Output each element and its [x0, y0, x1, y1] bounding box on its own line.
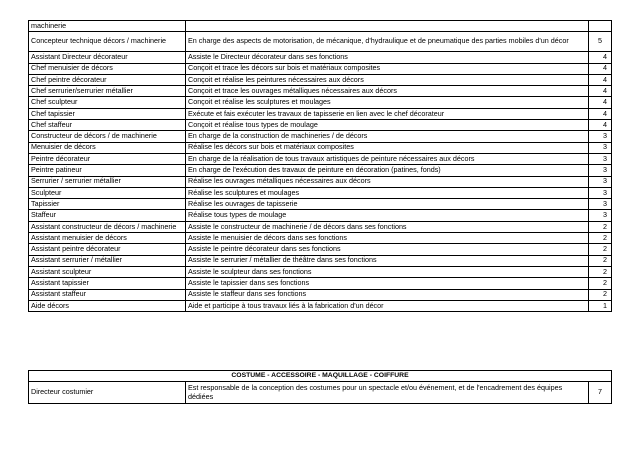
job-description: Assiste le menuisier de décors dans ses fonctions — [186, 233, 589, 244]
job-title: Serrurier / serrurier métallier — [29, 176, 186, 187]
table-row — [29, 210, 612, 221]
job-description: Aide et participe à tous travaux liés à la fabrication d'un décor — [186, 300, 589, 311]
table-row — [29, 120, 612, 131]
job-level: 2 — [589, 244, 612, 255]
table-row — [29, 131, 612, 142]
job-title: Staffeur — [29, 210, 186, 221]
job-description: Réalise les décors sur bois et matériaux composites — [186, 142, 589, 153]
job-title: Concepteur technique décors / machinerie — [29, 32, 186, 52]
table-row — [29, 233, 612, 244]
job-level: 3 — [589, 142, 612, 153]
job-description: Réalise les ouvrages métalliques nécessaires aux décors — [186, 176, 589, 187]
job-level: 4 — [589, 74, 612, 85]
job-level: 4 — [589, 63, 612, 74]
section-header-row — [29, 371, 612, 382]
job-title: Sculpteur — [29, 187, 186, 198]
table-row — [29, 382, 612, 404]
job-description: Assiste le staffeur dans ses fonctions — [186, 289, 589, 300]
job-description: En charge des aspects de motorisation, de mécanique, d'hydraulique et de pneumatique des parties mobiles d'un décor — [186, 32, 589, 52]
job-title: Assistant staffeur — [29, 289, 186, 300]
job-level: 3 — [589, 165, 612, 176]
job-description: Est responsable de la conception des costumes pour un spectacle et/ou événement, et de l'encadrement des équipes dédiées — [186, 382, 589, 404]
costume-table — [28, 370, 612, 404]
job-description: Exécute et fais exécuter les travaux de tapisserie en lien avec le chef décorateur — [186, 108, 589, 119]
table-row — [29, 300, 612, 311]
job-level: 4 — [589, 120, 612, 131]
table-row — [29, 244, 612, 255]
table-row — [29, 86, 612, 97]
job-level: 7 — [589, 382, 612, 404]
job-description: En charge de la construction de machineries / de décors — [186, 131, 589, 142]
job-description: Assiste le Directeur décorateur dans ses fonctions — [186, 52, 589, 63]
job-description: Assiste le serrurier / métallier de théâtre dans ses fonctions — [186, 255, 589, 266]
job-level: 3 — [589, 153, 612, 164]
table-row — [29, 52, 612, 63]
table-row — [29, 199, 612, 210]
table-row — [29, 97, 612, 108]
table-row — [29, 63, 612, 74]
job-title: Chef staffeur — [29, 120, 186, 131]
job-level: 2 — [589, 278, 612, 289]
job-level: 2 — [589, 255, 612, 266]
job-title: Peintre décorateur — [29, 153, 186, 164]
job-title: Chef sculpteur — [29, 97, 186, 108]
job-level: 2 — [589, 266, 612, 277]
job-description: Conçoit et réalise tous types de moulage — [186, 120, 589, 131]
table-row — [29, 21, 612, 32]
job-title: Assistant tapissier — [29, 278, 186, 289]
job-title: Assistant serrurier / métallier — [29, 255, 186, 266]
table-row — [29, 74, 612, 85]
table-row — [29, 278, 612, 289]
table-row — [29, 108, 612, 119]
job-title: Chef peintre décorateur — [29, 74, 186, 85]
job-title: Assistant Directeur décorateur — [29, 52, 186, 63]
job-level: 3 — [589, 131, 612, 142]
job-description: Assiste le constructeur de machinerie / de décors dans ses fonctions — [186, 221, 589, 232]
job-level: 4 — [589, 97, 612, 108]
job-title: Assistant menuisier de décors — [29, 233, 186, 244]
table-row — [29, 289, 612, 300]
job-level: 3 — [589, 176, 612, 187]
job-title: Chef menuisier de décors — [29, 63, 186, 74]
job-title: Chef serrurier/serrurier métallier — [29, 86, 186, 97]
job-level: 2 — [589, 289, 612, 300]
machinerie-table — [28, 20, 612, 312]
job-level: 2 — [589, 233, 612, 244]
table-row — [29, 221, 612, 232]
job-title: Tapissier — [29, 199, 186, 210]
job-description: Conçoit et réalise les sculptures et moulages — [186, 97, 589, 108]
job-description: Réalise les sculptures et moulages — [186, 187, 589, 198]
job-level: 1 — [589, 300, 612, 311]
job-level: 4 — [589, 86, 612, 97]
job-description: Assiste le tapissier dans ses fonctions — [186, 278, 589, 289]
table-row — [29, 165, 612, 176]
job-description: Assiste le peintre décorateur dans ses fonctions — [186, 244, 589, 255]
job-description: Réalise les ouvrages de tapisserie — [186, 199, 589, 210]
job-title: Constructeur de décors / de machinerie — [29, 131, 186, 142]
table-row — [29, 266, 612, 277]
job-level: 3 — [589, 199, 612, 210]
job-title: Directeur costumier — [29, 382, 186, 404]
job-title: Chef tapissier — [29, 108, 186, 119]
job-description: Réalise tous types de moulage — [186, 210, 589, 221]
job-level: 2 — [589, 221, 612, 232]
table-row — [29, 255, 612, 266]
job-title: Assistant constructeur de décors / machinerie — [29, 221, 186, 232]
category-label: machinerie — [29, 21, 186, 32]
job-title: Peintre patineur — [29, 165, 186, 176]
table-row — [29, 153, 612, 164]
job-title: Aide décors — [29, 300, 186, 311]
job-description: Conçoit et trace les décors sur bois et matériaux composites — [186, 63, 589, 74]
job-title: Assistant sculpteur — [29, 266, 186, 277]
table-row — [29, 142, 612, 153]
job-level: 4 — [589, 52, 612, 63]
job-description: Conçoit et réalise les peintures nécessaires aux décors — [186, 74, 589, 85]
job-description: En charge de l'exécution des travaux de peinture en décoration (patines, fonds) — [186, 165, 589, 176]
table-row — [29, 32, 612, 52]
job-description: Assiste le sculpteur dans ses fonctions — [186, 266, 589, 277]
job-level: 4 — [589, 108, 612, 119]
job-title: Menuisier de décors — [29, 142, 186, 153]
job-description: Conçoit et trace les ouvrages métalliques nécessaires aux décors — [186, 86, 589, 97]
table-row — [29, 176, 612, 187]
job-description: En charge de la réalisation de tous travaux artistiques de peinture nécessaires aux décors — [186, 153, 589, 164]
job-level: 3 — [589, 210, 612, 221]
job-level: 3 — [589, 187, 612, 198]
job-title: Assistant peintre décorateur — [29, 244, 186, 255]
job-level: 5 — [589, 32, 612, 52]
table-row — [29, 187, 612, 198]
section-title: COSTUME - ACCESSOIRE - MAQUILLAGE - COIFFURE — [29, 371, 612, 382]
